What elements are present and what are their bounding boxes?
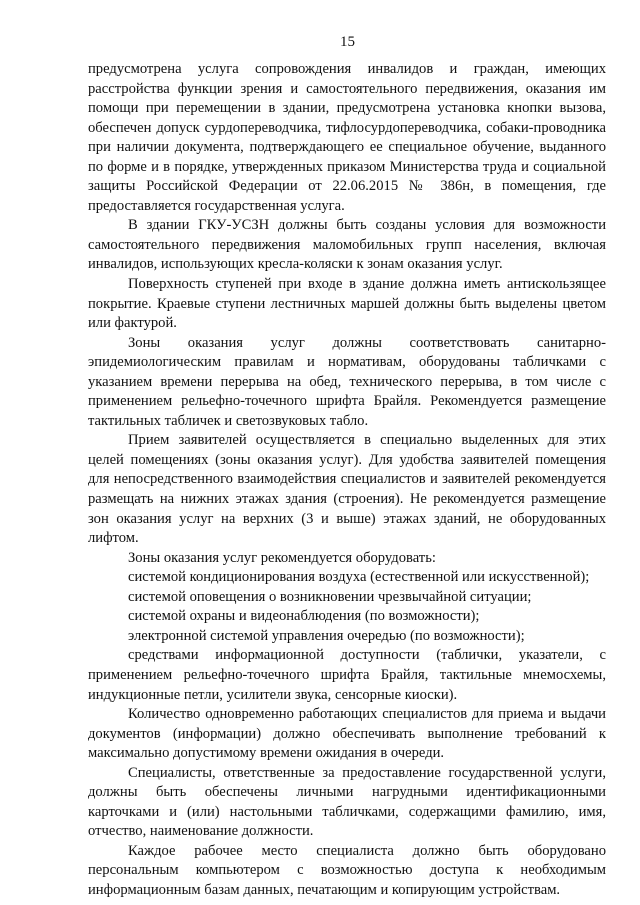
list-item: системой кондиционирования воздуха (естественной или искусственной); bbox=[128, 569, 590, 586]
list-item: системой охраны и видеонаблюдения (по возможности); bbox=[128, 608, 480, 625]
paragraph: Каждое рабочее место специалиста должно быть оборудовано персональным компьютером с возможностью доступа к необходимым информационным базам данных, печатающим и копирующим устройствам. bbox=[88, 842, 606, 898]
paragraph: Поверхность ступеней при входе в здание должна иметь антискользящее покрытие. Краевые ступени лестничных маршей должны быть выделены цветом или фактурой. bbox=[88, 276, 606, 332]
faint-stamp bbox=[348, 10, 468, 20]
paragraph: Зоны оказания услуг рекомендуется оборудовать: bbox=[128, 549, 436, 566]
list-item: системой оповещения о возникновении чрезвычайной ситуации; bbox=[128, 588, 532, 605]
paragraph: Количество одновременно работающих специалистов для приема и выдачи документов (информации) должно обеспечивать выполнение требований к максимально допустимому времени ожидания в очереди. bbox=[88, 706, 606, 762]
page-number: 15 bbox=[340, 34, 355, 50]
list-item: электронной системой управления очередью (по возможности); bbox=[128, 627, 525, 644]
paragraph: предусмотрена услуга сопровождения инвалидов и граждан, имеющих расстройства функции зрения и самостоятельного передвижения, оказания им помощи при перемещении в здании, предусмотрена установка кнопки вызова, обеспечен допуск сурдопереводчика, тифлосурдопереводчика, собаки-проводника при наличии документа, подтверждающего ее специальное обучение, выданного по форме и в порядке, утвержденных приказом Министерства труда и социальной защиты Российской Федерации от 22.06.2015 № 386н, в помещения, где предоставляется государственная услуга. bbox=[88, 61, 606, 214]
list-item: средствами информационной доступности (таблички, указатели, с применением рельефно-точечного шрифта Брайля, тактильные мнемосхемы, индукционные петли, усилители звука, сенсорные киоски). bbox=[88, 647, 606, 703]
body-text bbox=[88, 60, 606, 901]
paragraph: Специалисты, ответственные за предоставление государственной услуги, должны быть обеспечены личными нагрудными идентификационными карточками и (или) настольными табличками, содержащими фамилию, имя, отчество, наименование должности. bbox=[88, 764, 606, 840]
paragraph: В здании ГКУ-УСЗН должны быть созданы условия для возможности самостоятельного передвижения маломобильных групп населения, включая инвалидов, использующих кресла-коляски к зонам оказания услуг. bbox=[88, 217, 606, 273]
paragraph: Зоны оказания услуг должны соответствовать санитарно-эпидемиологическим правилам и нормативам, оборудованы табличками с указанием времени перерыва на обед, технического перерыва, в том числе с применением рельефно-точечного шрифта Брайля. Рекомендуется размещение тактильных табличек и светозвуковых табло. bbox=[88, 334, 606, 429]
paragraph: Прием заявителей осуществляется в специально выделенных для этих целей помещениях (зоны оказания услуг). Для удобства заявителей помещения для непосредственного взаимодействия специалистов и заявителей рекомендуется размещать на нижних этажах здания (строения). Не рекомендуется размещение зон оказания услуг на верхних (3 и выше) этажах зданий, не оборудованных лифтом. bbox=[88, 432, 606, 547]
